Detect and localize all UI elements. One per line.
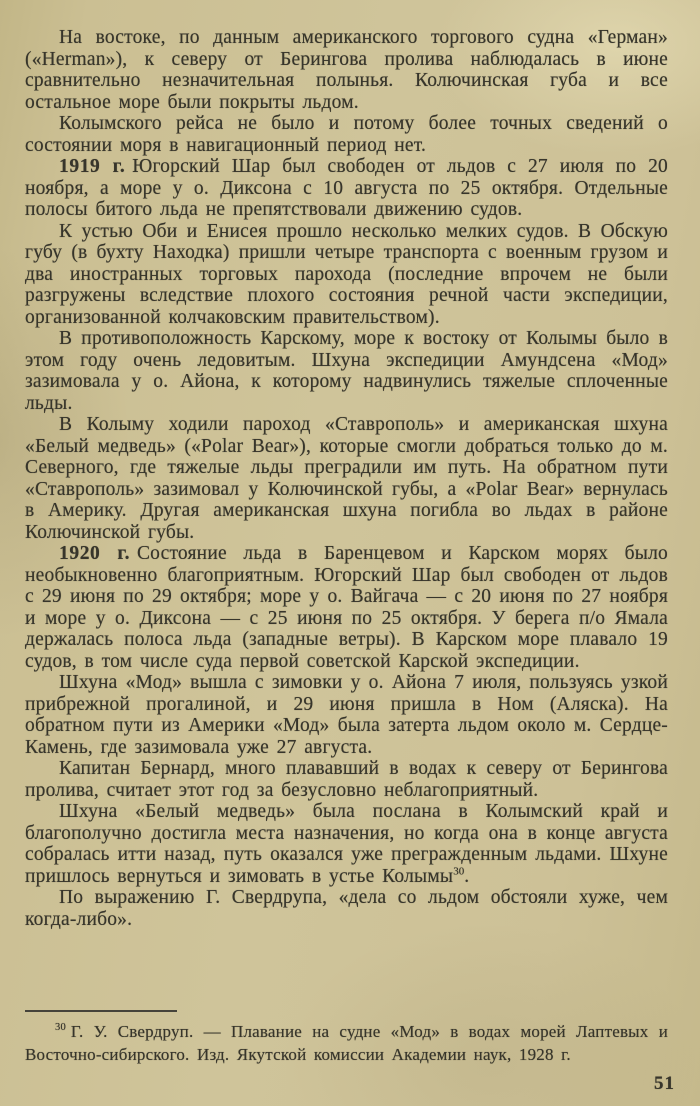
- footnote-text: Г. У. Свердруп. — Плавание на судне «Мод» в водах морей Лаптевых и Восточно-сибирского. Изд. Якутской комиссии Академии наук, 1928 г.: [25, 1022, 668, 1064]
- paragraph: Колымского рейса не было и потому более точных сведений о состоянии моря в навигационный период нет.: [25, 113, 668, 156]
- paragraph-text: .: [464, 865, 470, 887]
- footnote: [25, 1021, 668, 1066]
- paragraph: На востоке, по данным американского торгового судна «Герман» («Herman»), к северу от Берингова пролива наблюдалась в июне сравнительно незначительная полынья. Колючинская губа и все остальное море были покрыты льдом.: [25, 27, 668, 113]
- paragraph: [25, 543, 668, 672]
- footnote-divider: [25, 1010, 177, 1012]
- paragraph-text: Югорский Шар был свободен от льдов с 27 июля по 20 ноября, а море у о. Диксона с 10 августа по 25 октября. Отдельные полосы битого льда не препятствовали движению судов.: [25, 156, 668, 220]
- paragraph: К устью Оби и Енисея прошло несколько мелких судов. В Обскую губу (в бухту Находка) пришли четыре транспорта с военным грузом и два иностранных торговых парохода (последние впрочем не были разгружены вследствие плохого состояния речной части экспедиции, организованной колчаковским правительством).: [25, 220, 668, 328]
- paragraph: [25, 156, 668, 221]
- paragraph: Шхуна «Мод» вышла с зимовки у о. Айона 7 июля, пользуясь узкой прибрежной прогалиной, и 29 июня пришла в Ном (Аляска). На обратном пути из Америки «Мод» была затерта льдом около м. Сердце-Камень, где зазимовала уже 27 августа.: [25, 672, 668, 758]
- paragraph-text: Шхуна «Белый медведь» была послана в Колымский край и благополучно достигла места назначения, но когда она в конце августа собралась итти назад, путь оказался уже прегражденным льдами. Шхуне пришлось вернуться и зимовать в устье Колымы: [25, 801, 668, 887]
- paragraph: В противоположность Карскому, море к востоку от Колымы было в этом году очень ледовитым. Шхуна экспедиции Амундсена «Мод» зазимовала у о. Айона, к которому надвинулись тяжелые сплоченные льды.: [25, 328, 668, 414]
- body-text: [25, 27, 668, 930]
- paragraph: По выражению Г. Свердрупа, «дела со льдом обстояли хуже, чем когда-либо».: [25, 887, 668, 930]
- paragraph: Капитан Бернард, много плававший в водах к северу от Берингова пролива, считает этот год за безусловно неблагоприятный.: [25, 758, 668, 801]
- paragraph: [25, 801, 668, 887]
- footnote-marker: 30: [55, 1022, 66, 1034]
- footnote-area: [25, 1010, 668, 1066]
- page-number: 51: [654, 1073, 675, 1094]
- year-label-1920: 1920 г.: [59, 543, 131, 564]
- footnote-reference: 30: [453, 865, 465, 877]
- paragraph-text: Состояние льда в Баренцевом и Карском морях было необыкновенно благоприятным. Югорский Шар был свободен от льдов с 29 июня по 29 октября; море у о. Вайгача — с 20 июня по 27 ноября и море у о. Диксона — с 25 июня по 25 октября. У берега п/о Ямала держалась полоса льда (западные ветры). В Карском море плавало 19 судов, в том числе суда первой советской Карской экспедиции.: [25, 543, 668, 672]
- year-label-1919: 1919 г.: [59, 156, 126, 177]
- paragraph: В Колыму ходили пароход «Ставрополь» и американская шхуна «Белый медведь» («Polar Bear»), которые смогли добраться только до м. Северного, где тяжелые льды преградили им путь. На обратном пути «Ставрополь» зазимовал у Колючинской губы, а «Polar Bear» вернулась в Америку. Другая американская шхуна погибла во льдах в районе Колючинской губы.: [25, 414, 668, 543]
